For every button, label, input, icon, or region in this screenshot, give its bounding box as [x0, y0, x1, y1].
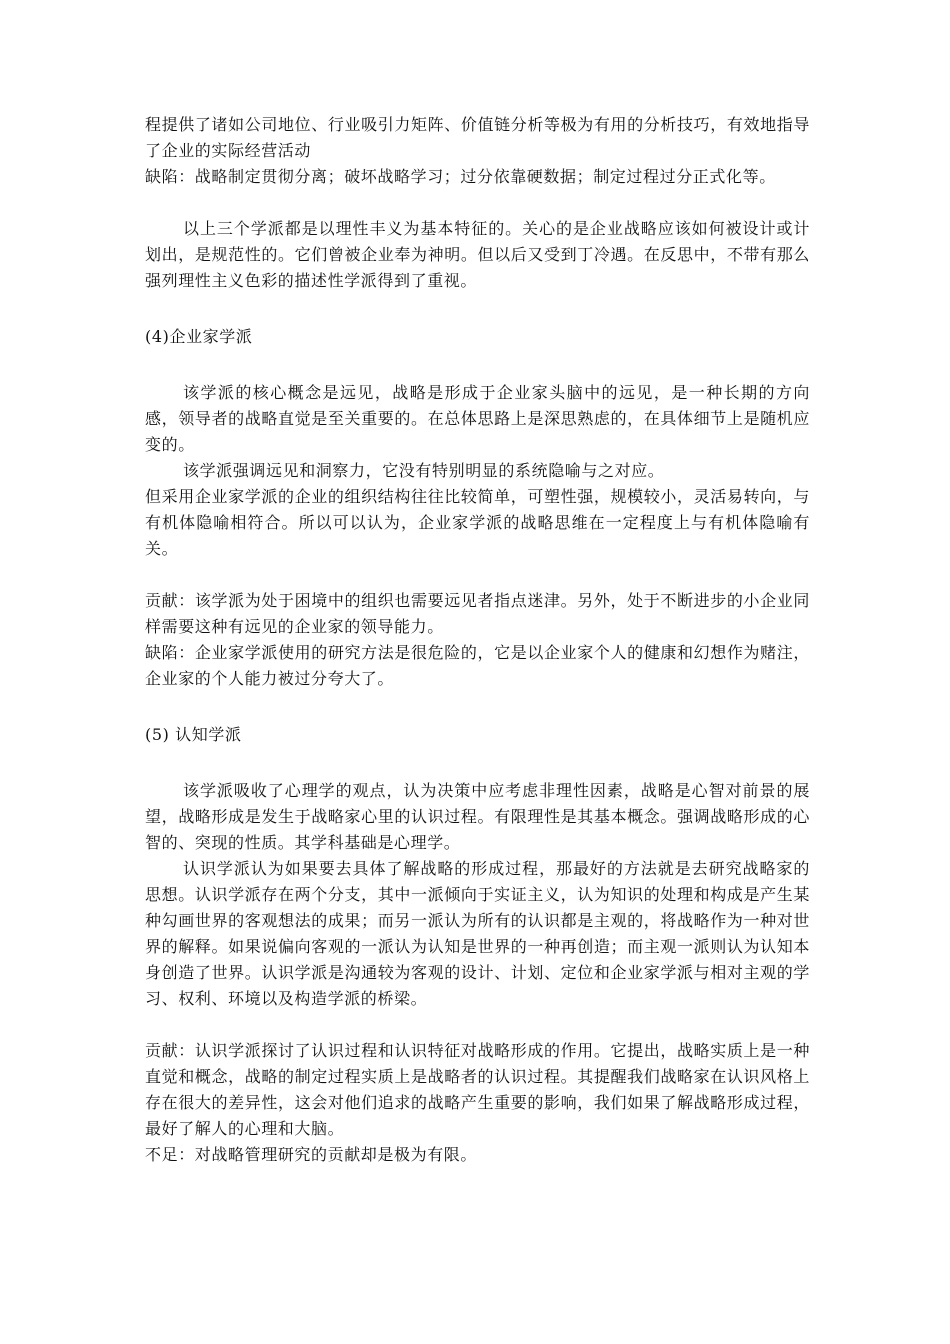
- paragraph-positioning-defects: 缺陷：战略制定贯彻分离；破坏战略学习；过分依靠硬数据；制定过程过分正式化等。: [145, 167, 776, 186]
- paragraph-cognitive-shortcoming: 不足：对战略管理研究的贡献却是极为有限。: [145, 1145, 478, 1164]
- paragraph-entrepreneurial-organism: 但采用企业家学派的企业的组织结构往往比较简单，可塑性强，规模较小，灵活易转向，与有机体隐喻相符合。所以可以认为，企业家学派的战略思维在一定程度上与有机体隐喻有关。: [145, 487, 810, 558]
- section-heading-entrepreneurial: (4)企业家学派: [145, 327, 253, 346]
- paragraph-entrepreneurial-defects: 缺陷：企业家学派使用的研究方法是很危险的，它是以企业家个人的健康和幻想作为赌注，企业家的个人能力被过分夸大了。: [145, 643, 810, 688]
- paragraph-rational-schools: 以上三个学派都是以理性丰义为基本特征的。关心的是企业战略应该如何被设计或计划出，是规范性的。它们曾被企业奉为神明。但以后又受到丁冷遇。在反思中，不带有那么强列理性主义色彩的描述性学派得到了重视。: [145, 219, 810, 290]
- paragraph-entrepreneurial-core: 该学派的核心概念是远见，战略是形成于企业家头脑中的远见，是一种长期的方向感，领导者的战略直觉是至关重要的。在总体思路上是深思熟虑的，在具体细节上是随机应变的。: [145, 383, 810, 454]
- paragraph-positioning-summary: 程提供了诸如公司地位、行业吸引力矩阵、价值链分析等极为有用的分析技巧，有效地指导了企业的实际经营活动: [145, 115, 810, 160]
- paragraph-cognitive-branches: 认识学派认为如果要去具体了解战略的形成过程，那最好的方法就是去研究战略家的思想。认识学派存在两个分支，其中一派倾向于实证主义，认为知识的处理和构成是产生某种勾画世界的客观想法的成果；而另一派认为所有的认识都是主观的，将战略作为一种对世界的解释。如果说偏向客观的一派认为认知是世界的一种再创造；而主观一派则认为认知本身创造了世界。认识学派是沟通较为客观的设计、计划、定位和企业家学派与相对主观的学习、权利、环境以及构造学派的桥梁。: [145, 859, 810, 1008]
- paragraph-entrepreneurial-contribution: 贡献：该学派为处于困境中的组织也需要远见者指点迷津。另外，处于不断进步的小企业同样需要这种有远见的企业家的领导能力。: [145, 591, 810, 636]
- paragraph-cognitive-core: 该学派吸收了心理学的观点，认为决策中应考虑非理性因素，战略是心智对前景的展望，战略形成是发生于战略家心里的认识过程。有限理性是其基本概念。强调战略形成的心智的、突现的性质。其学科基础是心理学。: [145, 781, 810, 852]
- section-heading-cognitive: (5) 认知学派: [145, 725, 242, 744]
- document-page: [145, 112, 810, 1168]
- paragraph-entrepreneurial-insight: 该学派强调远见和洞察力，它没有特别明显的系统隐喻与之对应。: [183, 461, 665, 480]
- paragraph-cognitive-contribution: 贡献：认识学派探讨了认识过程和认识特征对战略形成的作用。它提出，战略实质上是一种直觉和概念，战略的制定过程实质上是战略者的认识过程。其提醒我们战略家在认识风格上存在很大的差异性，这会对他们追求的战略产生重要的影响，我们如果了解战略形成过程，最好了解人的心理和大脑。: [145, 1041, 810, 1138]
